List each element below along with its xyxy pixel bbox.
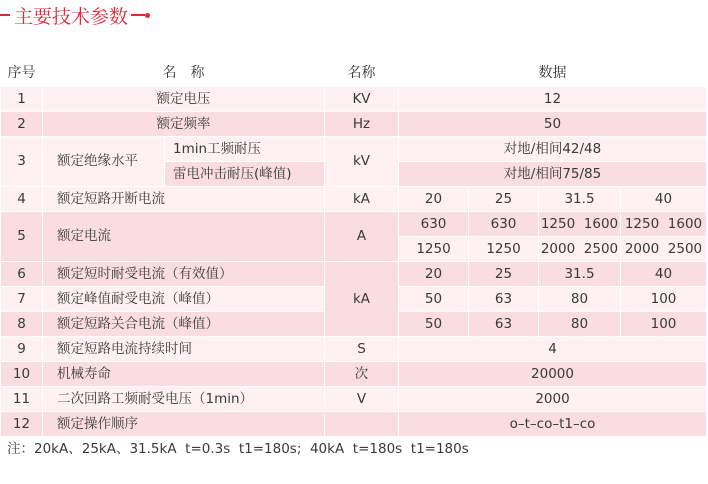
header-unit: 名称 [325, 60, 399, 87]
row-value: 20 [399, 262, 469, 287]
title-dash-decoration [0, 14, 10, 16]
row-value: 50 [399, 112, 707, 137]
row-name: 额定短路关合电流（峰值） [43, 312, 325, 337]
section-title-text: 主要技术参数 [14, 5, 129, 28]
row-value: 630 [399, 212, 469, 237]
table-row [1, 337, 707, 362]
row-index: 8 [1, 312, 43, 337]
row-value: 50 [399, 312, 469, 337]
row-name: 额定短路开断电流 [43, 187, 325, 212]
table-row [1, 137, 707, 162]
row-name: 额定绝缘水平 [43, 137, 165, 187]
row-value: 25 [469, 187, 539, 212]
row-value: 1250 1600 [539, 212, 621, 237]
table-row [1, 412, 707, 437]
row-index: 5 [1, 212, 43, 262]
row-value: 1250 [469, 237, 539, 262]
row-value: 4 [399, 337, 707, 362]
table-row [1, 387, 707, 412]
row-name: 额定短时耐受电流（有效值） [43, 262, 325, 287]
row-value: 25 [469, 262, 539, 287]
row-value: 100 [621, 312, 707, 337]
spec-table [0, 59, 707, 462]
row-value: 2000 2500 [539, 237, 621, 262]
row-name: 额定电压 [43, 87, 325, 112]
row-value: 630 [469, 212, 539, 237]
row-name: 额定峰值耐受电流（峰值） [43, 287, 325, 312]
row-index: 9 [1, 337, 43, 362]
row-value: 20000 [399, 362, 707, 387]
row-unit: kA [325, 262, 399, 337]
row-index: 10 [1, 362, 43, 387]
row-unit: kV [325, 137, 399, 187]
row-index: 11 [1, 387, 43, 412]
section-title [0, 3, 150, 27]
row-value: 1250 [399, 237, 469, 262]
row-name: 二次回路工频耐受电压（1min） [43, 387, 325, 412]
row-index: 4 [1, 187, 43, 212]
row-unit: A [325, 212, 399, 262]
row-value: 80 [539, 287, 621, 312]
row-value: 63 [469, 287, 539, 312]
row-subname: 1min工频耐压 [165, 137, 325, 162]
table-row [1, 187, 707, 212]
title-dot-decoration [145, 13, 150, 18]
row-value: 31.5 [539, 187, 621, 212]
row-name: 额定短路电流持续时间 [43, 337, 325, 362]
row-index: 6 [1, 262, 43, 287]
row-unit: 次 [325, 362, 399, 387]
row-value: 2000 2500 [621, 237, 707, 262]
header-name: 名 称 [43, 60, 325, 87]
row-unit: KV [325, 87, 399, 112]
table-row [1, 112, 707, 137]
row-unit [325, 412, 399, 437]
row-name: 额定操作顺序 [43, 412, 325, 437]
row-value: 20 [399, 187, 469, 212]
row-value: 40 [621, 262, 707, 287]
table-row [1, 87, 707, 112]
row-value: 对地/相间75/85 [399, 162, 707, 187]
row-unit: kA [325, 187, 399, 212]
table-row [1, 212, 707, 237]
row-value: 40 [621, 187, 707, 212]
row-name: 额定电流 [43, 212, 325, 262]
table-header-row [1, 60, 707, 87]
table-row [1, 262, 707, 287]
table-note: 注：20kA、25kA、31.5kA t=0.3s t1=180s; 40kA t=180s t1=180s [1, 437, 707, 462]
row-unit: S [325, 337, 399, 362]
row-index: 12 [1, 412, 43, 437]
title-line-decoration [131, 14, 145, 16]
table-row [1, 362, 707, 387]
row-subname: 雷电冲击耐压(峰值) [165, 162, 325, 187]
row-index: 1 [1, 87, 43, 112]
row-value: 50 [399, 287, 469, 312]
table-note-row [1, 437, 707, 462]
row-value: 100 [621, 287, 707, 312]
row-unit: Hz [325, 112, 399, 137]
row-index: 3 [1, 137, 43, 187]
row-value: o–t–co–t1–co [399, 412, 707, 437]
row-index: 2 [1, 112, 43, 137]
row-index: 7 [1, 287, 43, 312]
row-name: 额定频率 [43, 112, 325, 137]
row-unit: V [325, 387, 399, 412]
row-name: 机械寿命 [43, 362, 325, 387]
row-value: 63 [469, 312, 539, 337]
row-value: 2000 [399, 387, 707, 412]
row-value: 12 [399, 87, 707, 112]
row-value: 1250 1600 [621, 212, 707, 237]
row-value: 对地/相间42/48 [399, 137, 707, 162]
row-value: 80 [539, 312, 621, 337]
row-value: 31.5 [539, 262, 621, 287]
header-index: 序号 [1, 60, 43, 87]
header-data: 数据 [399, 60, 707, 87]
